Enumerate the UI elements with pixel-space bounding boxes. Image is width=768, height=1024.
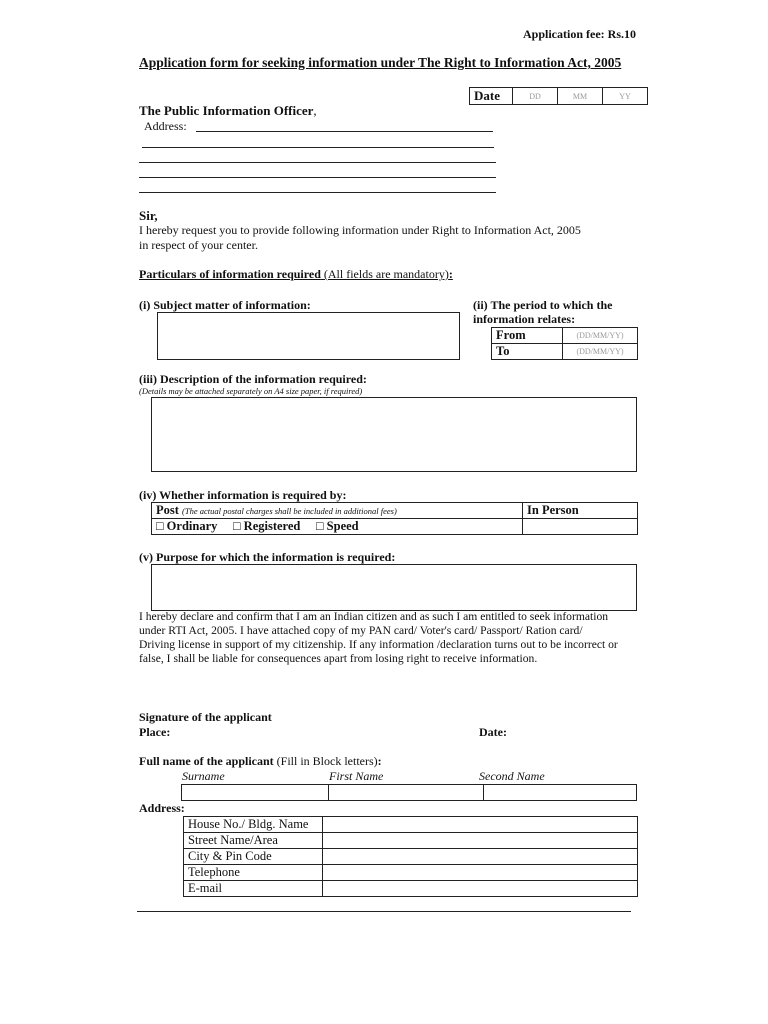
subject-label: (i) Subject matter of information: <box>139 298 311 312</box>
full-name-colon: : <box>377 754 382 768</box>
second-name-field[interactable] <box>484 785 637 801</box>
declaration-line: false, I shall be liable for consequences apart from losing right to receive information. <box>139 652 538 665</box>
from-label: From <box>492 328 563 344</box>
address-label: Address: <box>144 119 187 133</box>
in-person-cell[interactable] <box>523 519 638 535</box>
post-cell <box>152 503 523 519</box>
declaration-line: under RTI Act, 2005. I have attached copy of my PAN card/ Voter's card/ Passport/ Ration card/ <box>139 624 583 637</box>
city-pin-field[interactable] <box>323 849 638 865</box>
full-name-heading <box>139 754 382 769</box>
declaration-line: I hereby declare and confirm that I am an Indian citizen and as such I am entitled to seek information <box>139 610 609 623</box>
address-table <box>183 816 638 897</box>
in-person-option[interactable]: In Person <box>523 503 638 519</box>
name-table <box>181 784 637 801</box>
purpose-label: (v) Purpose for which the information is required: <box>139 550 396 564</box>
surname-label: Surname <box>182 769 225 783</box>
address-row-label: Telephone <box>184 865 323 881</box>
addressee <box>139 103 317 119</box>
speed-checkbox[interactable]: □ Speed <box>316 519 359 533</box>
applicant-address-label: Address: <box>139 801 185 815</box>
request-text-1: I hereby request you to provide following information under Right to Information Act, 2005 <box>139 223 581 237</box>
surname-field[interactable] <box>182 785 329 801</box>
registered-checkbox[interactable]: □ Registered <box>233 519 301 533</box>
ordinary-checkbox[interactable]: □ Ordinary <box>156 519 218 533</box>
particulars-colon: : <box>448 267 453 281</box>
date-mm-field[interactable]: MM <box>558 88 603 105</box>
mode-table <box>151 502 638 535</box>
declaration <box>139 610 618 666</box>
post-note: (The actual postal charges shall be included in additional fees) <box>182 506 397 516</box>
address-line-5[interactable] <box>139 192 496 193</box>
period-table <box>491 327 638 360</box>
bottom-divider <box>137 911 631 912</box>
addressee-comma: , <box>313 103 317 118</box>
house-field[interactable] <box>323 817 638 833</box>
page-title: Application form for seeking information under The Right to Information Act, 2005 <box>139 55 622 70</box>
address-line-3[interactable] <box>139 162 496 163</box>
address-row-label: Street Name/Area <box>184 833 323 849</box>
description-label: (iii) Description of the information required: <box>139 372 367 386</box>
email-field[interactable] <box>323 881 638 897</box>
to-date-field[interactable]: (DD/MM/YY) <box>563 344 638 360</box>
post-options <box>152 519 523 535</box>
date-yy-field[interactable]: YY <box>603 88 648 105</box>
second-name-label: Second Name <box>479 769 545 783</box>
address-line-1[interactable] <box>196 131 493 132</box>
address-row-label: City & Pin Code <box>184 849 323 865</box>
signature-label: Signature of the applicant <box>139 710 272 724</box>
declaration-line: Driving license in support of my citizenship. If any information /declaration turns out to be incorrect or <box>139 638 618 651</box>
telephone-field[interactable] <box>323 865 638 881</box>
place-label: Place: <box>139 725 171 739</box>
date-label: Date <box>470 88 513 105</box>
from-date-field[interactable]: (DD/MM/YY) <box>563 328 638 344</box>
signature-date-label: Date: <box>479 725 507 739</box>
particulars-heading <box>139 267 453 282</box>
period-label-2: information relates: <box>473 312 576 326</box>
first-name-field[interactable] <box>329 785 484 801</box>
date-box <box>469 87 648 105</box>
address-line-4[interactable] <box>139 177 496 178</box>
salutation: Sir, <box>139 208 158 223</box>
first-name-label: First Name <box>329 769 384 783</box>
period-label-1: (ii) The period to which the <box>473 298 613 312</box>
date-dd-field[interactable]: DD <box>513 88 558 105</box>
addressee-title: The Public Information Officer <box>139 103 314 118</box>
subject-field[interactable] <box>157 312 460 360</box>
post-label: Post <box>156 503 179 517</box>
full-name-label: Full name of the applicant <box>139 754 274 768</box>
application-fee: Application fee: Rs.10 <box>523 27 636 41</box>
to-label: To <box>492 344 563 360</box>
address-row-label: House No./ Bldg. Name <box>184 817 323 833</box>
address-line-2[interactable] <box>142 147 494 148</box>
description-note: (Details may be attached separately on A4 size paper, if required) <box>139 386 363 396</box>
particulars-label: Particulars of information required <box>139 267 321 281</box>
address-row-label: E-mail <box>184 881 323 897</box>
particulars-note: (All fields are mandatory) <box>320 267 449 281</box>
street-field[interactable] <box>323 833 638 849</box>
purpose-field[interactable] <box>151 564 637 611</box>
full-name-note: (Fill in Block letters) <box>273 754 378 768</box>
request-text-2: in respect of your center. <box>139 238 258 252</box>
description-field[interactable] <box>151 397 637 472</box>
mode-label: (iv) Whether information is required by: <box>139 488 347 502</box>
